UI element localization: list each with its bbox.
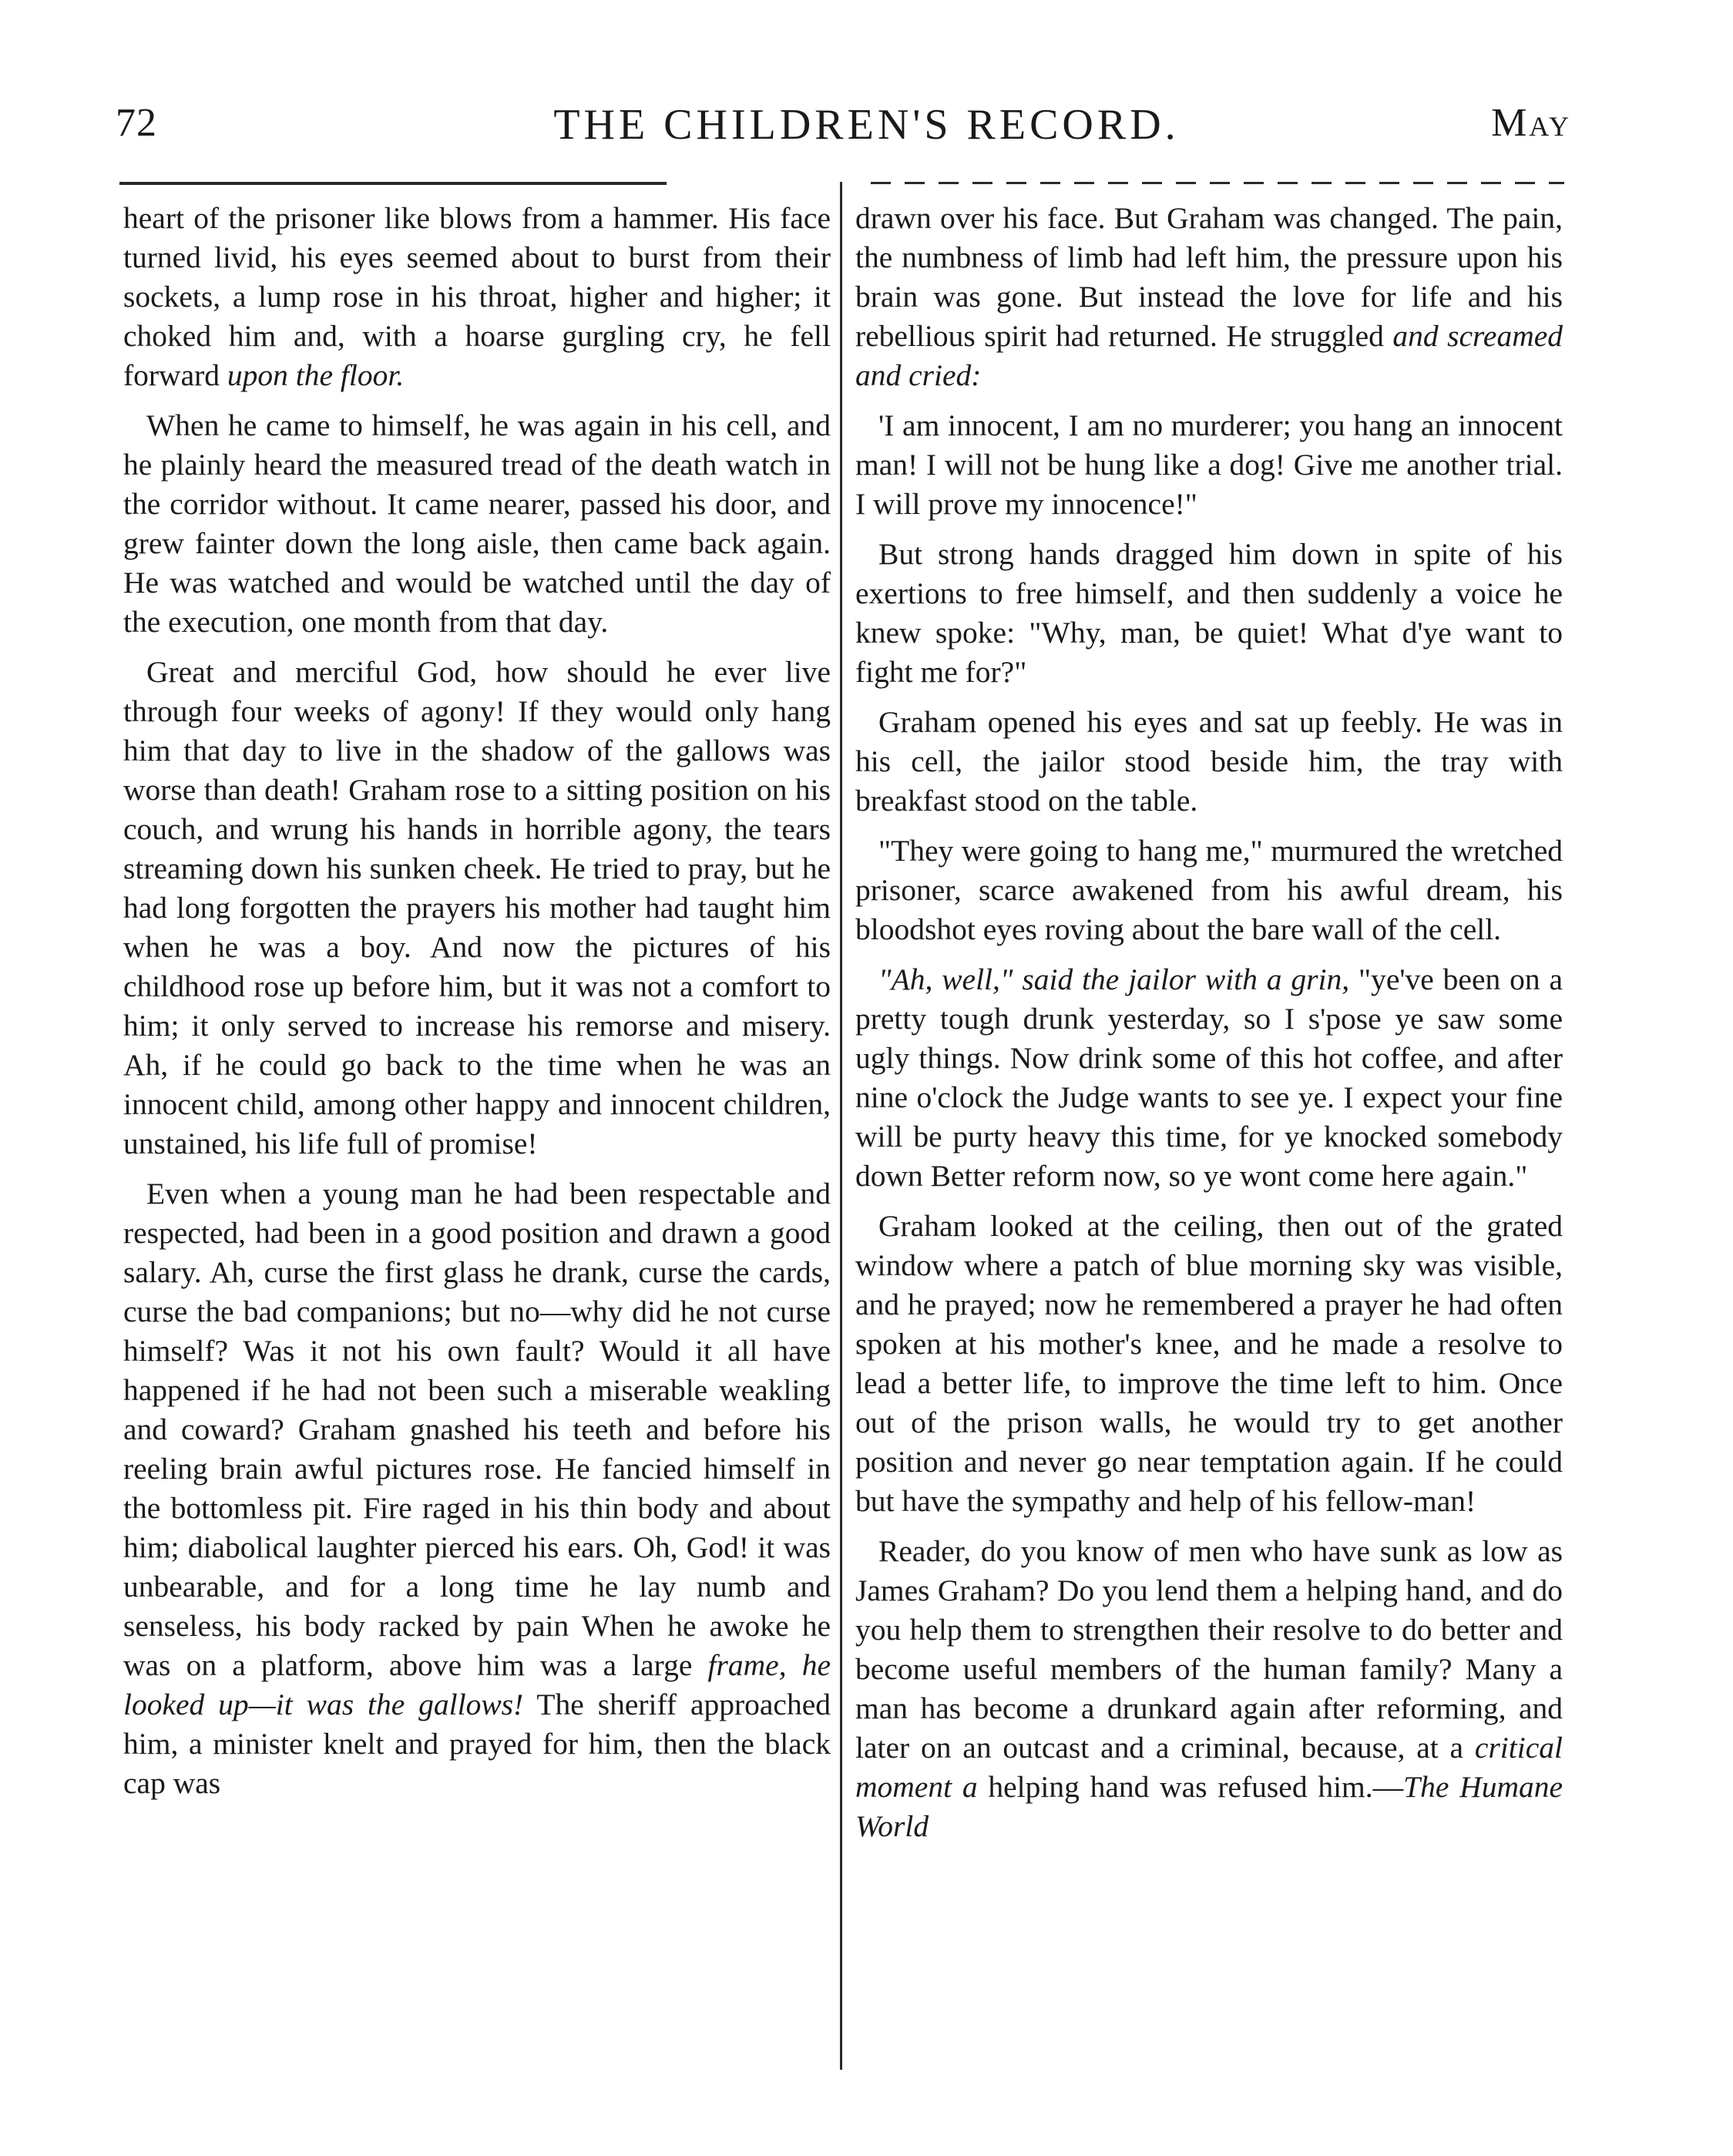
paragraph-italic: "Ah, well," said the jailor with a grin, — [878, 962, 1350, 996]
paragraph-text: drawn over his face. But Graham was changed. The pain, the numbness of limb had left him, the pressure upon his brain was gone. But instead the love for life and his rebellious spirit had returned. He struggled — [855, 201, 1563, 353]
paragraph: "They were going to hang me," murmured the wretched prisoner, scarce awakened from his awful dream, his bloodshot eyes roving about the bare wall of the cell. — [855, 834, 1563, 946]
paragraph-text: "ye've been on a pretty tough drunk yesterday, so I s'pose ye saw some ugly things. Now drink some of this hot coffee, and after nine o'clock the Judge wants to see ye. I expect your fine will be purty heavy this time, for ye knocked somebody down Better reform now, so ye wont come here again." — [855, 962, 1563, 1193]
paragraph-italic: critical moment a — [855, 1731, 1563, 1804]
paragraph-italic: frame, he looked up—it was the gallows! — [123, 1648, 831, 1721]
paragraph-text: Reader, do you know of men who have sunk as low as James Graham? Do you lend them a helping hand, and do you help them to strengthen their resolve to do better and become useful members of the human family? Many a man has become a drunkard again after reforming, and later on an outcast and a criminal, because, at a — [855, 1534, 1563, 1765]
paragraph-text: The sheriff approached him, a minister knelt and prayed for him, then the black cap was — [123, 1688, 831, 1800]
issue-month: May — [1491, 101, 1571, 145]
right-column — [855, 199, 1563, 1857]
paragraph — [855, 199, 1563, 395]
paragraph: When he came to himself, he was again in his cell, and he plainly heard the measured tread of the death watch in the corridor without. It came nearer, passed his door, and grew fainter down the long aisle, then came back again. He was watched and would be watched until the day of the execution, one month from that day. — [123, 408, 831, 639]
paragraph: Great and merciful God, how should he ever live through four weeks of agony! If they would only hang him that day to live in the shadow of the gallows was worse than death! Graham rose to a sitting position on his couch, and wrung his hands in horrible agony, the tears streaming down his sunken cheek. He tried to pray, but he had long forgotten the prayers his mother had taught him when he was a boy. And now the pictures of his childhood rose up before him, but it was not a comfort to him; it only served to increase his remorse and misery. Ah, if he could go back to the time when he was an innocent child, among other happy and innocent children, unstained, his life full of promise! — [123, 655, 831, 1160]
paragraph-text: helping hand was refused him.— — [988, 1770, 1404, 1804]
running-title: THE CHILDREN'S RECORD. — [553, 101, 1180, 149]
paragraph-text: Even when a young man he had been respectable and respected, had been in a good position and drawn a good salary. Ah, curse the first glass he drank, curse the cards, curse the bad companions; but no—why did he not curse himself? Was it not his own fault? Would it all have happened if he had not been such a miserable weakling and coward? Graham gnashed his teeth and before his reeling brain awful pictures rose. He fancied himself in the bottomless pit. Fire raged in his thin body and about him; diabolical laughter pierced his ears. Oh, God! it was unbearable, and for a long time he lay numb and senseless, his body racked by pain When he awoke he was on a platform, above him was a large — [123, 1177, 831, 1682]
paragraph: But strong hands dragged him down in spite of his exertions to free himself, and then suddenly a voice he knew spoke: "Why, man, be quiet! What d'ye want to fight me for?" — [855, 537, 1563, 689]
column-divider — [840, 182, 842, 2070]
paragraph-text: heart of the prisoner like blows from a hammer. His face turned livid, his eyes seemed about to burst from their sockets, a lump rose in his throat, higher and higher; it choked him and, with a hoarse gurgling cry, he fell forward — [123, 201, 831, 392]
paragraph: Graham looked at the ceiling, then out of the grated window where a patch of blue morning sky was visible, and he prayed; now he remembered a prayer he had often spoken at his mother's knee, and he made a resolve to lead a better life, to improve the time left to him. Once out of the prison walls, he would try to get another position and never go near temptation again. If he could but have the sympathy and help of his fellow-man! — [855, 1209, 1563, 1518]
source-attribution: The Humane World — [855, 1770, 1563, 1843]
paragraph — [123, 199, 831, 395]
header-rule-left — [119, 182, 667, 185]
paragraph-italic: and screamed and cried: — [855, 319, 1563, 392]
left-column — [123, 199, 831, 1814]
paragraph — [855, 1532, 1563, 1846]
paragraph: 'I am innocent, I am no murderer; you hang an innocent man! I will not be hung like a dog! Give me another trial. I will prove my innocence!" — [855, 408, 1563, 521]
paragraph — [123, 1174, 831, 1803]
paragraph: Graham opened his eyes and sat up feebly. He was in his cell, the jailor stood beside him, the tray with breakfast stood on the table. — [855, 705, 1563, 818]
header-rule-right — [871, 182, 1564, 184]
paragraph — [855, 960, 1563, 1196]
paragraph-italic: upon the floor. — [227, 358, 405, 392]
page-number: 72 — [116, 101, 157, 145]
